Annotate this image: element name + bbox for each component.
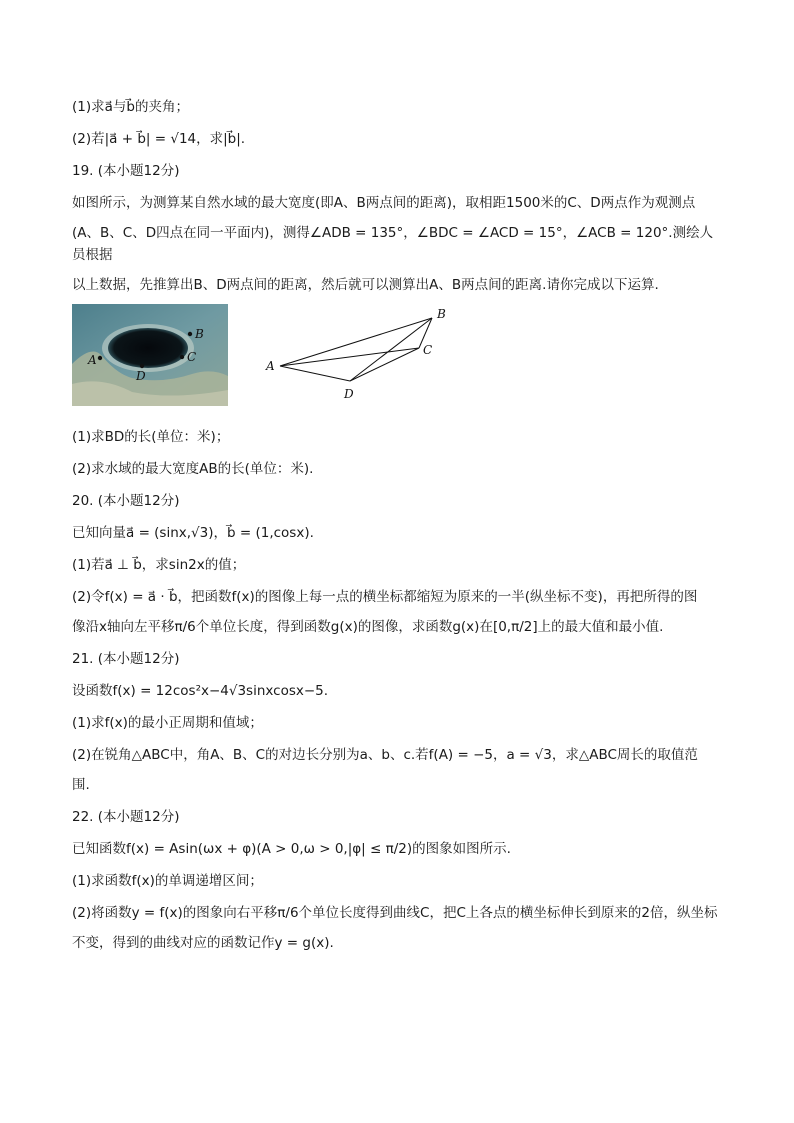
segment-bd [350,318,432,381]
q22-part2-line2: 不变，得到的曲线对应的函数记作y = g(x). [72,935,334,951]
diagram-label-d: D [344,387,354,401]
q21-heading: 21. (本小题12分) [72,651,180,667]
q18-part1: (1)求a⃗与b⃗的夹角； [72,99,189,115]
q20-stem: 已知向量a⃗ = (sinx,√3)，b⃗ = (1,cosx). [72,525,314,541]
q19-part1: (1)求BD的长(单位：米)； [72,429,230,445]
photo-label-d: D [136,369,146,383]
diagram-label-c: C [423,343,433,357]
q20-part2-line1: (2)令f(x) = a⃗ · b⃗，把函数f(x)的图像上每一点的横坐标都缩短为原来的一半(纵坐标不变)，再把所得的图 [72,589,698,605]
q20-part2-line2: 像沿x轴向左平移π/6个单位长度，得到函数g(x)的图像，求函数g(x)在[0,π/2]上的最大值和最小值. [72,619,664,635]
photo-point-c [180,355,184,359]
q19-stem-line1: 如图所示，为测算某自然水域的最大宽度(即A、B两点间的距离)，取相距1500米的C、D两点作为观测点 [72,195,696,211]
q22-part1: (1)求函数f(x)的单调递增区间； [72,873,263,889]
exam-page [72,96,722,964]
diagram-label-a: A [266,359,275,373]
segment-ad [280,366,350,381]
photo-hole [108,328,188,368]
segment-ac [280,348,419,366]
photo-label-b: B [195,327,204,341]
photo-point-b [188,332,192,336]
q22-stem: 已知函数f(x) = Asin(ωx + φ)(A > 0,ω > 0,|φ| ≤ π/2)的图象如图所示. [72,841,511,857]
q20-heading: 20. (本小题12分) [72,493,180,509]
water-hole-photo [72,304,228,406]
q21-part1: (1)求f(x)的最小正周期和值域； [72,715,263,731]
q18-part2: (2)若|a⃗ + b⃗| = √14，求|b⃗|. [72,131,246,147]
quadrilateral-diagram [262,308,502,408]
photo-point-a [98,356,102,360]
q19-figures [72,304,722,416]
photo-label-c: C [187,350,197,364]
photo-label-a: A [88,353,97,367]
q19-stem-line2: (A、B、C、D四点在同一平面内)，测得∠ADB = 135°，∠BDC = ∠ACD = 15°，∠ACB = 120°.测绘人员根据 [72,225,714,263]
q20-part1: (1)若a⃗ ⊥ b⃗，求sin2x的值； [72,557,246,573]
q21-stem: 设函数f(x) = 12cos²x−4√3sinxcosx−5. [72,683,329,699]
q19-heading: 19. (本小题12分) [72,163,180,179]
q19-part2: (2)求水域的最大宽度AB的长(单位：米). [72,461,314,477]
q21-part2-line1: (2)在锐角△ABC中，角A、B、C的对边长分别为a、b、c.若f(A) = −5，a = √3，求△ABC周长的取值范 [72,747,698,763]
q21-part2-line2: 围. [72,777,90,793]
photo-point-d [140,364,144,368]
q19-stem-line3: 以上数据，先推算出B、D两点间的距离，然后就可以测算出A、B两点间的距离.请你完成以下运算. [72,277,659,293]
q22-heading: 22. (本小题12分) [72,809,180,825]
q22-part2-line1: (2)将函数y = f(x)的图象向右平移π/6个单位长度得到曲线C，把C上各点的横坐标伸长到原来的2倍，纵坐标 [72,905,718,921]
segment-ab [280,318,432,366]
diagram-label-b: B [437,308,446,321]
